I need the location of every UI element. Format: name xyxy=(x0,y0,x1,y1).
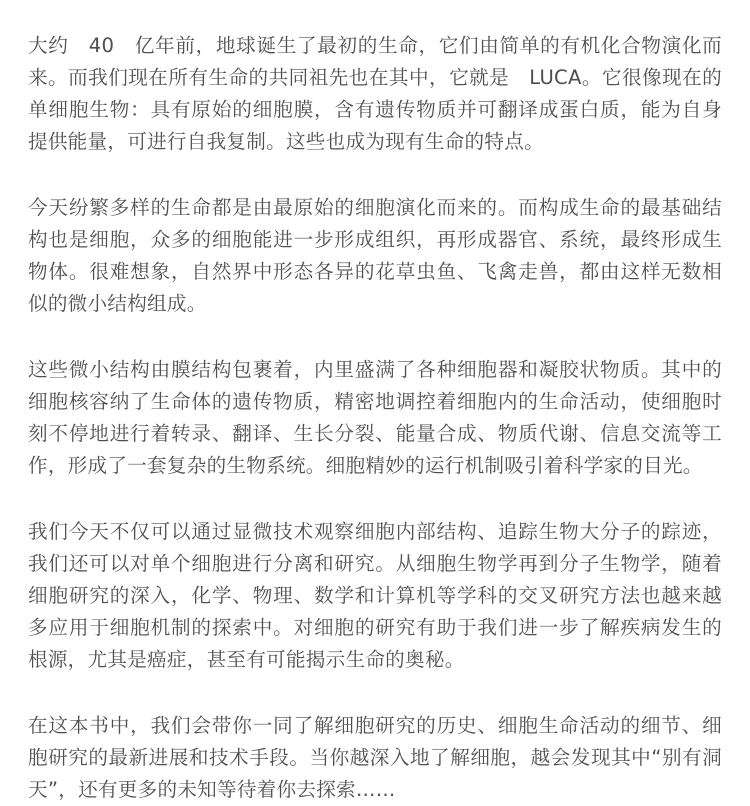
paragraph-origin-of-life: 大约 40 亿年前，地球诞生了最初的生命，它们由简单的有机化合物演化而来。而我们现在所有生命的共同祖先也在其中，它就是 LUCA。它很像现在的单细胞生物：具有原始的细胞膜，含有遗传物质并可翻译成蛋白质，能为自身提供能量，可进行自我复制。这些也成为现有生命的特点。 xyxy=(28,34,722,153)
paragraph-cell-as-basic-unit: 今天纷繁多样的生命都是由最原始的细胞演化而来的。而构成生命的最基础结构也是细胞，众多的细胞能进一步形成组织，再形成器官、系统，最终形成生物体。很难想象，自然界中形态各异的花草虫鱼、飞禽走兽，都由这样无数相似的微小结构组成。 xyxy=(28,196,722,315)
paragraph-book-intro: 在这本书中，我们会带你一同了解细胞研究的历史、细胞生命活动的细节、细胞研究的最新进展和技术手段。当你越深入地了解细胞，越会发现其中“别有洞天”，还有更多的未知等待着你去探索…… xyxy=(28,714,722,801)
paragraph-cell-structure: 这些微小结构由膜结构包裹着，内里盛满了各种细胞器和凝胶状物质。其中的细胞核容纳了生命体的遗传物质，精密地调控着细胞内的生命活动，使细胞时刻不停地进行着转录、翻译、生长分裂、能量合成、物质代谢、信息交流等工作，形成了一套复杂的生物系统。细胞精妙的运行机制吸引着科学家的目光。 xyxy=(28,358,722,477)
article-body xyxy=(28,30,722,806)
paragraph-cell-research: 我们今天不仅可以通过显微技术观察细胞内部结构、追踪生物大分子的踪迹，我们还可以对单个细胞进行分离和研究。从细胞生物学再到分子生物学，随着细胞研究的深入，化学、物理、数学和计算机等学科的交叉研究方法也越来越多应用于细胞机制的探索中。对细胞的研究有助于我们进一步了解疾病发生的根源，尤其是癌症，甚至有可能揭示生命的奥秘。 xyxy=(28,520,722,671)
